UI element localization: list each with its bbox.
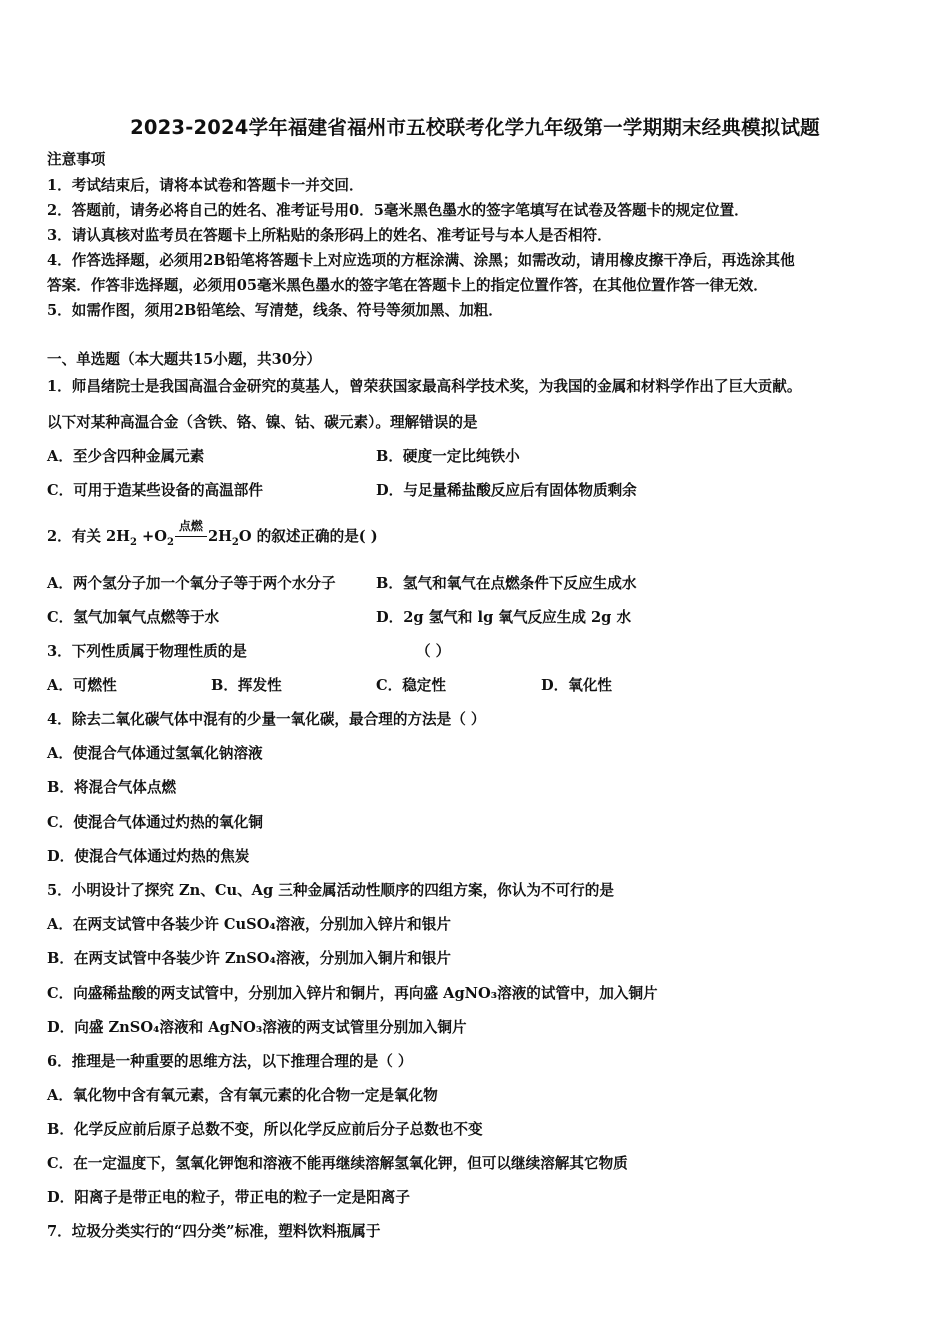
q2-sub-h2o: 2 <box>231 536 239 548</box>
q1-option-c: C．可用于造某些设备的高温部件 <box>47 482 263 499</box>
q1-option-d: D．与足量稀盐酸反应后有固体物质剩余 <box>376 482 637 499</box>
q3-option-b: B．挥发性 <box>211 677 282 694</box>
q4-option-a: A．使混合气体通过氢氧化钠溶液 <box>47 745 263 762</box>
q5-option-c: C．向盛稀盐酸的两支试管中，分别加入锌片和铜片，再向盛 AgNO₃溶液的试管中，加入铜片 <box>47 985 658 1002</box>
reaction-arrow <box>174 519 208 544</box>
q6-option-c: C．在一定温度下，氢氧化钾饱和溶液不能再继续溶解氢氧化钾，但可以继续溶解其它物质 <box>47 1155 628 1172</box>
q3-stem: 3．下列性质属于物理性质的是 <box>47 643 247 660</box>
q3-option-d: D．氧化性 <box>541 677 613 694</box>
q2-option-c: C．氢气加氧气点燃等于水 <box>47 609 220 626</box>
q5-option-a: A．在两支试管中各装少许 CuSO₄溶液，分别加入锌片和银片 <box>47 916 451 933</box>
q2-stem-product: 2H <box>207 528 232 545</box>
q2-stem-plus: +O <box>136 528 167 545</box>
q1-option-a: A．至少含四种金属元素 <box>47 448 205 465</box>
q6-stem: 6．推理是一种重要的思维方法，以下推理合理的是（ ） <box>47 1053 413 1070</box>
notice-item-4: 4．作答选择题，必须用2B铅笔将答题卡上对应选项的方框涂满、涂黑；如需改动，请用橡皮擦干净后，再选涂其他 <box>47 252 795 269</box>
q5-option-b: B．在两支试管中各装少许 ZnSO₄溶液，分别加入铜片和银片 <box>47 950 451 967</box>
q4-option-d: D．使混合气体通过灼热的焦炭 <box>47 848 250 865</box>
q2-stem-prefix: 2．有关 2H <box>47 528 130 545</box>
section-heading: 一、单选题（本大题共15小题，共30分） <box>47 351 322 368</box>
q1-stem-line2: 以下对某种高温合金（含铁、铬、镍、钴、碳元素）。理解错误的是 <box>47 414 478 431</box>
q4-stem: 4．除去二氧化碳气体中混有的少量一氧化碳，最合理的方法是（ ） <box>47 711 486 728</box>
notice-item-1: 1．考试结束后，请将本试卷和答题卡一并交回． <box>47 177 364 194</box>
q4-option-c: C．使混合气体通过灼热的氧化铜 <box>47 814 263 831</box>
notice-heading: 注意事项 <box>47 151 106 168</box>
q7-stem: 7．垃圾分类实行的“四分类”标准，塑料饮料瓶属于 <box>47 1223 381 1240</box>
q1-option-b: B．硬度一定比纯铁小 <box>376 448 520 465</box>
q2-option-b: B．氢气和氧气在点燃条件下反应生成水 <box>376 575 637 592</box>
q3-paren: （ ） <box>416 643 451 660</box>
q6-option-d: D．阳离子是带正电的粒子，带正电的粒子一定是阳离子 <box>47 1189 410 1206</box>
q2-sub-o2: 2 <box>166 536 174 548</box>
notice-item-4-cont: 答案．作答非选择题，必须用05毫米黑色墨水的签字笔在答题卡上的指定位置作答，在其他位置作答一律无效． <box>47 277 768 294</box>
notice-item-3: 3．请认真核对监考员在答题卡上所粘贴的条形码上的姓名、准考证号与本人是否相符． <box>47 227 612 244</box>
page-title: 2023-2024学年福建省福州市五校联考化学九年级第一学期期末经典模拟试题 <box>130 116 820 139</box>
q2-option-d: D．2g 氢气和 lg 氧气反应生成 2g 水 <box>376 609 632 626</box>
notice-item-2: 2．答题前，请务必将自己的姓名、准考证号用0．5毫米黑色墨水的签字笔填写在试卷及答题卡的规定位置． <box>47 202 749 219</box>
q4-option-b: B．将混合气体点燃 <box>47 779 177 796</box>
q5-option-d: D．向盛 ZnSO₄溶液和 AgNO₃溶液的两支试管里分别加入铜片 <box>47 1019 467 1036</box>
reaction-condition: 点燃 <box>178 519 203 533</box>
q2-stem <box>47 519 378 553</box>
q6-option-a: A．氧化物中含有氧元素，含有氧元素的化合物一定是氧化物 <box>47 1087 438 1104</box>
q3-option-a: A．可燃性 <box>47 677 117 694</box>
q5-stem: 5．小明设计了探究 Zn、Cu、Ag 三种金属活动性顺序的四组方案，你认为不可行的是 <box>47 882 614 899</box>
q2-option-a: A．两个氢分子加一个氧分子等于两个水分子 <box>47 575 336 592</box>
notice-item-5: 5．如需作图，须用2B铅笔绘、写清楚，线条、符号等须加黑、加粗． <box>47 302 503 319</box>
q3-option-c: C．稳定性 <box>376 677 446 694</box>
q1-stem-line1: 1．师昌绪院士是我国高温合金研究的莫基人，曾荣获国家最高科学技术奖，为我国的金属和材料学作出了巨大贡献。 <box>47 378 802 395</box>
q2-sub-h2: 2 <box>129 536 137 548</box>
q2-stem-suffix: O 的叙述正确的是( ) <box>238 528 378 545</box>
q6-option-b: B．化学反应前后原子总数不变，所以化学反应前后分子总数也不变 <box>47 1121 483 1138</box>
